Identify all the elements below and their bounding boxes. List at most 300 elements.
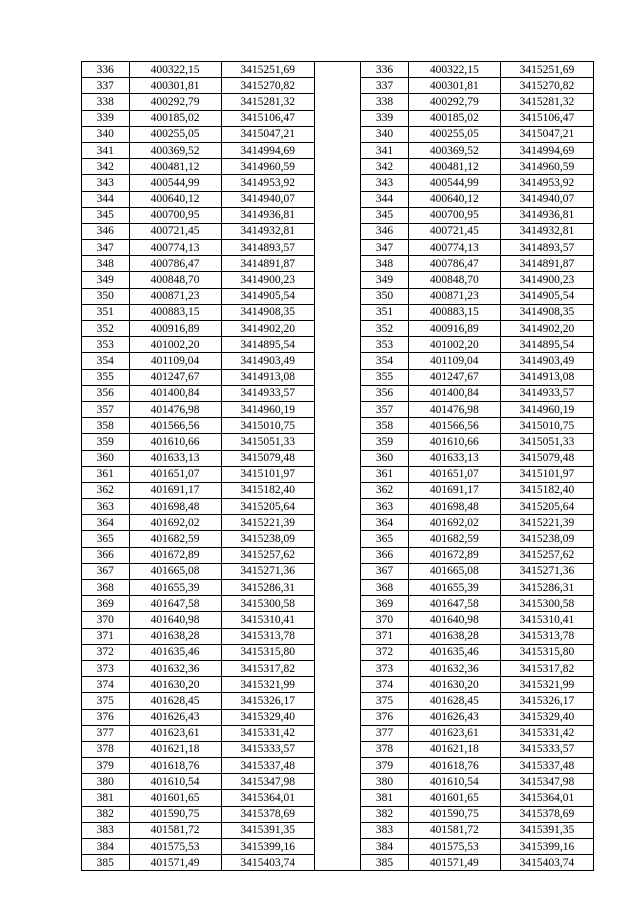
right-y-coordinate-cell: 3415331,42 — [500, 725, 593, 741]
left-y-coordinate-cell: 3415106,47 — [221, 110, 314, 126]
right-point-number-cell: 338 — [361, 94, 409, 110]
right-x-coordinate-cell: 400848,70 — [408, 272, 500, 288]
column-gap — [314, 385, 361, 401]
table-row — [82, 223, 594, 239]
table-row — [82, 596, 594, 612]
right-y-coordinate-cell: 3414960,19 — [500, 401, 593, 417]
left-x-coordinate-cell: 401628,45 — [129, 693, 221, 709]
right-y-coordinate-cell: 3415347,98 — [500, 774, 593, 790]
left-x-coordinate-cell: 401581,72 — [129, 822, 221, 838]
left-point-number-cell: 342 — [82, 159, 130, 175]
left-point-number-cell: 369 — [82, 596, 130, 612]
table-row — [82, 466, 594, 482]
right-point-number-cell: 373 — [361, 660, 409, 676]
left-x-coordinate-cell: 401571,49 — [129, 855, 221, 871]
right-point-number-cell: 382 — [361, 806, 409, 822]
right-x-coordinate-cell: 401601,65 — [408, 790, 500, 806]
table-row — [82, 531, 594, 547]
left-x-coordinate-cell: 401590,75 — [129, 806, 221, 822]
table-row — [82, 175, 594, 191]
left-point-number-cell: 360 — [82, 450, 130, 466]
table-row — [82, 790, 594, 806]
left-y-coordinate-cell: 3414932,81 — [221, 223, 314, 239]
column-gap — [314, 207, 361, 223]
right-point-number-cell: 358 — [361, 418, 409, 434]
left-y-coordinate-cell: 3415271,36 — [221, 563, 314, 579]
right-x-coordinate-cell: 400185,02 — [408, 110, 500, 126]
right-x-coordinate-cell: 400481,12 — [408, 159, 500, 175]
left-point-number-cell: 362 — [82, 482, 130, 498]
right-x-coordinate-cell: 401633,13 — [408, 450, 500, 466]
right-x-coordinate-cell: 401640,98 — [408, 612, 500, 628]
right-x-coordinate-cell: 401682,59 — [408, 531, 500, 547]
left-y-coordinate-cell: 3415315,80 — [221, 644, 314, 660]
right-y-coordinate-cell: 3415300,58 — [500, 596, 593, 612]
right-y-coordinate-cell: 3415182,40 — [500, 482, 593, 498]
right-point-number-cell: 379 — [361, 758, 409, 774]
left-point-number-cell: 357 — [82, 401, 130, 417]
left-y-coordinate-cell: 3414900,23 — [221, 272, 314, 288]
right-point-number-cell: 376 — [361, 709, 409, 725]
left-y-coordinate-cell: 3415378,69 — [221, 806, 314, 822]
left-y-coordinate-cell: 3415010,75 — [221, 418, 314, 434]
column-gap — [314, 450, 361, 466]
left-y-coordinate-cell: 3414994,69 — [221, 142, 314, 158]
right-y-coordinate-cell: 3414994,69 — [500, 142, 593, 158]
right-y-coordinate-cell: 3414953,92 — [500, 175, 593, 191]
table-row — [82, 725, 594, 741]
table-row — [82, 741, 594, 757]
right-point-number-cell: 369 — [361, 596, 409, 612]
left-y-coordinate-cell: 3415257,62 — [221, 547, 314, 563]
left-point-number-cell: 336 — [82, 62, 130, 78]
right-point-number-cell: 347 — [361, 240, 409, 256]
column-gap — [314, 304, 361, 320]
right-x-coordinate-cell: 401571,49 — [408, 855, 500, 871]
right-point-number-cell: 353 — [361, 337, 409, 353]
right-y-coordinate-cell: 3414900,23 — [500, 272, 593, 288]
table-row — [82, 855, 594, 871]
left-x-coordinate-cell: 401247,67 — [129, 369, 221, 385]
table-row — [82, 482, 594, 498]
left-x-coordinate-cell: 401109,04 — [129, 353, 221, 369]
right-x-coordinate-cell: 400700,95 — [408, 207, 500, 223]
left-point-number-cell: 341 — [82, 142, 130, 158]
left-x-coordinate-cell: 400255,05 — [129, 126, 221, 142]
column-gap — [314, 531, 361, 547]
left-y-coordinate-cell: 3415286,31 — [221, 580, 314, 596]
right-y-coordinate-cell: 3414903,49 — [500, 353, 593, 369]
right-y-coordinate-cell: 3415101,97 — [500, 466, 593, 482]
right-x-coordinate-cell: 400871,23 — [408, 288, 500, 304]
table-row — [82, 142, 594, 158]
table-row — [82, 207, 594, 223]
left-y-coordinate-cell: 3415221,39 — [221, 515, 314, 531]
left-x-coordinate-cell: 400301,81 — [129, 78, 221, 94]
right-point-number-cell: 356 — [361, 385, 409, 401]
left-point-number-cell: 358 — [82, 418, 130, 434]
table-row — [82, 321, 594, 337]
column-gap — [314, 774, 361, 790]
table-row — [82, 839, 594, 855]
left-x-coordinate-cell: 401002,20 — [129, 337, 221, 353]
left-y-coordinate-cell: 3415079,48 — [221, 450, 314, 466]
right-point-number-cell: 351 — [361, 304, 409, 320]
left-y-coordinate-cell: 3415051,33 — [221, 434, 314, 450]
left-x-coordinate-cell: 401630,20 — [129, 677, 221, 693]
left-y-coordinate-cell: 3415399,16 — [221, 839, 314, 855]
table-row — [82, 62, 594, 78]
right-point-number-cell: 343 — [361, 175, 409, 191]
right-x-coordinate-cell: 401581,72 — [408, 822, 500, 838]
right-y-coordinate-cell: 3414893,57 — [500, 240, 593, 256]
left-point-number-cell: 384 — [82, 839, 130, 855]
left-y-coordinate-cell: 3415347,98 — [221, 774, 314, 790]
right-y-coordinate-cell: 3415378,69 — [500, 806, 593, 822]
right-y-coordinate-cell: 3414932,81 — [500, 223, 593, 239]
right-x-coordinate-cell: 401692,02 — [408, 515, 500, 531]
left-y-coordinate-cell: 3414895,54 — [221, 337, 314, 353]
column-gap — [314, 369, 361, 385]
left-y-coordinate-cell: 3414891,87 — [221, 256, 314, 272]
table-row — [82, 806, 594, 822]
left-y-coordinate-cell: 3415321,99 — [221, 677, 314, 693]
table-row — [82, 353, 594, 369]
right-point-number-cell: 361 — [361, 466, 409, 482]
left-x-coordinate-cell: 401626,43 — [129, 709, 221, 725]
right-x-coordinate-cell: 401247,67 — [408, 369, 500, 385]
table-row — [82, 644, 594, 660]
table-row — [82, 580, 594, 596]
left-point-number-cell: 346 — [82, 223, 130, 239]
left-x-coordinate-cell: 401601,65 — [129, 790, 221, 806]
left-y-coordinate-cell: 3415270,82 — [221, 78, 314, 94]
right-y-coordinate-cell: 3414908,35 — [500, 304, 593, 320]
left-point-number-cell: 372 — [82, 644, 130, 660]
column-gap — [314, 62, 361, 78]
right-x-coordinate-cell: 401647,58 — [408, 596, 500, 612]
right-y-coordinate-cell: 3414960,59 — [500, 159, 593, 175]
right-x-coordinate-cell: 401672,89 — [408, 547, 500, 563]
right-x-coordinate-cell: 401655,39 — [408, 580, 500, 596]
column-gap — [314, 839, 361, 855]
right-point-number-cell: 383 — [361, 822, 409, 838]
left-point-number-cell: 356 — [82, 385, 130, 401]
column-gap — [314, 515, 361, 531]
left-point-number-cell: 379 — [82, 758, 130, 774]
left-x-coordinate-cell: 401566,56 — [129, 418, 221, 434]
left-y-coordinate-cell: 3415313,78 — [221, 628, 314, 644]
right-x-coordinate-cell: 400721,45 — [408, 223, 500, 239]
table-row — [82, 660, 594, 676]
right-x-coordinate-cell: 401651,07 — [408, 466, 500, 482]
table-row — [82, 272, 594, 288]
left-y-coordinate-cell: 3415101,97 — [221, 466, 314, 482]
table-row — [82, 191, 594, 207]
column-gap — [314, 256, 361, 272]
right-point-number-cell: 346 — [361, 223, 409, 239]
table-row — [82, 337, 594, 353]
right-point-number-cell: 339 — [361, 110, 409, 126]
table-row — [82, 774, 594, 790]
left-point-number-cell: 345 — [82, 207, 130, 223]
right-x-coordinate-cell: 401626,43 — [408, 709, 500, 725]
right-y-coordinate-cell: 3415321,99 — [500, 677, 593, 693]
table-row — [82, 78, 594, 94]
right-point-number-cell: 378 — [361, 741, 409, 757]
right-x-coordinate-cell: 401698,48 — [408, 499, 500, 515]
right-point-number-cell: 380 — [361, 774, 409, 790]
left-y-coordinate-cell: 3414903,49 — [221, 353, 314, 369]
right-point-number-cell: 370 — [361, 612, 409, 628]
left-point-number-cell: 344 — [82, 191, 130, 207]
left-x-coordinate-cell: 401651,07 — [129, 466, 221, 482]
left-x-coordinate-cell: 401610,54 — [129, 774, 221, 790]
column-gap — [314, 596, 361, 612]
left-point-number-cell: 385 — [82, 855, 130, 871]
left-y-coordinate-cell: 3415300,58 — [221, 596, 314, 612]
left-x-coordinate-cell: 400322,15 — [129, 62, 221, 78]
right-y-coordinate-cell: 3415079,48 — [500, 450, 593, 466]
right-point-number-cell: 344 — [361, 191, 409, 207]
right-y-coordinate-cell: 3415310,41 — [500, 612, 593, 628]
column-gap — [314, 563, 361, 579]
left-x-coordinate-cell: 401618,76 — [129, 758, 221, 774]
column-gap — [314, 401, 361, 417]
right-y-coordinate-cell: 3414891,87 — [500, 256, 593, 272]
left-y-coordinate-cell: 3414913,08 — [221, 369, 314, 385]
left-x-coordinate-cell: 401575,53 — [129, 839, 221, 855]
left-point-number-cell: 348 — [82, 256, 130, 272]
column-gap — [314, 434, 361, 450]
right-x-coordinate-cell: 400369,52 — [408, 142, 500, 158]
right-x-coordinate-cell: 400301,81 — [408, 78, 500, 94]
right-point-number-cell: 349 — [361, 272, 409, 288]
left-point-number-cell: 382 — [82, 806, 130, 822]
left-point-number-cell: 370 — [82, 612, 130, 628]
right-point-number-cell: 355 — [361, 369, 409, 385]
left-x-coordinate-cell: 400786,47 — [129, 256, 221, 272]
right-point-number-cell: 342 — [361, 159, 409, 175]
right-y-coordinate-cell: 3415364,01 — [500, 790, 593, 806]
left-y-coordinate-cell: 3415281,32 — [221, 94, 314, 110]
right-y-coordinate-cell: 3415281,32 — [500, 94, 593, 110]
column-gap — [314, 709, 361, 725]
table-row — [82, 693, 594, 709]
right-y-coordinate-cell: 3415313,78 — [500, 628, 593, 644]
left-y-coordinate-cell: 3414953,92 — [221, 175, 314, 191]
table-row — [82, 499, 594, 515]
column-gap — [314, 159, 361, 175]
right-x-coordinate-cell: 401623,61 — [408, 725, 500, 741]
left-y-coordinate-cell: 3414933,57 — [221, 385, 314, 401]
right-x-coordinate-cell: 401575,53 — [408, 839, 500, 855]
right-point-number-cell: 359 — [361, 434, 409, 450]
right-point-number-cell: 357 — [361, 401, 409, 417]
right-x-coordinate-cell: 401476,98 — [408, 401, 500, 417]
right-point-number-cell: 336 — [361, 62, 409, 78]
right-x-coordinate-cell: 400292,79 — [408, 94, 500, 110]
left-x-coordinate-cell: 401691,17 — [129, 482, 221, 498]
left-x-coordinate-cell: 401400,84 — [129, 385, 221, 401]
left-x-coordinate-cell: 400544,99 — [129, 175, 221, 191]
table-row — [82, 369, 594, 385]
column-gap — [314, 822, 361, 838]
right-point-number-cell: 365 — [361, 531, 409, 547]
left-y-coordinate-cell: 3415182,40 — [221, 482, 314, 498]
left-y-coordinate-cell: 3415251,69 — [221, 62, 314, 78]
right-x-coordinate-cell: 401610,54 — [408, 774, 500, 790]
right-y-coordinate-cell: 3415315,80 — [500, 644, 593, 660]
right-point-number-cell: 350 — [361, 288, 409, 304]
column-gap — [314, 790, 361, 806]
column-gap — [314, 580, 361, 596]
left-y-coordinate-cell: 3414902,20 — [221, 321, 314, 337]
right-point-number-cell: 384 — [361, 839, 409, 855]
left-point-number-cell: 378 — [82, 741, 130, 757]
right-y-coordinate-cell: 3415251,69 — [500, 62, 593, 78]
left-x-coordinate-cell: 400871,23 — [129, 288, 221, 304]
column-gap — [314, 272, 361, 288]
left-point-number-cell: 343 — [82, 175, 130, 191]
left-x-coordinate-cell: 400916,89 — [129, 321, 221, 337]
table-row — [82, 288, 594, 304]
left-x-coordinate-cell: 401476,98 — [129, 401, 221, 417]
right-x-coordinate-cell: 401638,28 — [408, 628, 500, 644]
right-point-number-cell: 345 — [361, 207, 409, 223]
left-point-number-cell: 337 — [82, 78, 130, 94]
left-point-number-cell: 368 — [82, 580, 130, 596]
left-point-number-cell: 338 — [82, 94, 130, 110]
column-gap — [314, 337, 361, 353]
left-y-coordinate-cell: 3414940,07 — [221, 191, 314, 207]
table-row — [82, 563, 594, 579]
column-gap — [314, 223, 361, 239]
table-row — [82, 126, 594, 142]
left-point-number-cell: 381 — [82, 790, 130, 806]
left-x-coordinate-cell: 401638,28 — [129, 628, 221, 644]
left-point-number-cell: 352 — [82, 321, 130, 337]
column-gap — [314, 628, 361, 644]
left-point-number-cell: 376 — [82, 709, 130, 725]
column-gap — [314, 612, 361, 628]
left-x-coordinate-cell: 401640,98 — [129, 612, 221, 628]
right-x-coordinate-cell: 400916,89 — [408, 321, 500, 337]
left-x-coordinate-cell: 401633,13 — [129, 450, 221, 466]
left-y-coordinate-cell: 3414905,54 — [221, 288, 314, 304]
right-y-coordinate-cell: 3415257,62 — [500, 547, 593, 563]
table-row — [82, 110, 594, 126]
column-gap — [314, 758, 361, 774]
column-gap — [314, 240, 361, 256]
left-point-number-cell: 367 — [82, 563, 130, 579]
table-row — [82, 709, 594, 725]
left-point-number-cell: 350 — [82, 288, 130, 304]
left-point-number-cell: 347 — [82, 240, 130, 256]
table-row — [82, 240, 594, 256]
left-x-coordinate-cell: 401655,39 — [129, 580, 221, 596]
right-y-coordinate-cell: 3415326,17 — [500, 693, 593, 709]
column-gap — [314, 644, 361, 660]
left-y-coordinate-cell: 3415337,48 — [221, 758, 314, 774]
right-point-number-cell: 374 — [361, 677, 409, 693]
right-x-coordinate-cell: 401665,08 — [408, 563, 500, 579]
right-point-number-cell: 363 — [361, 499, 409, 515]
column-gap — [314, 693, 361, 709]
left-point-number-cell: 340 — [82, 126, 130, 142]
right-y-coordinate-cell: 3415329,40 — [500, 709, 593, 725]
right-x-coordinate-cell: 401618,76 — [408, 758, 500, 774]
right-point-number-cell: 377 — [361, 725, 409, 741]
left-y-coordinate-cell: 3415238,09 — [221, 531, 314, 547]
table-row — [82, 758, 594, 774]
column-gap — [314, 660, 361, 676]
table-row — [82, 612, 594, 628]
left-point-number-cell: 353 — [82, 337, 130, 353]
left-point-number-cell: 354 — [82, 353, 130, 369]
right-point-number-cell: 352 — [361, 321, 409, 337]
right-point-number-cell: 341 — [361, 142, 409, 158]
left-x-coordinate-cell: 400481,12 — [129, 159, 221, 175]
right-point-number-cell: 362 — [361, 482, 409, 498]
table-row — [82, 450, 594, 466]
column-gap — [314, 499, 361, 515]
right-point-number-cell: 360 — [361, 450, 409, 466]
table-row — [82, 159, 594, 175]
left-y-coordinate-cell: 3415331,42 — [221, 725, 314, 741]
column-gap — [314, 321, 361, 337]
coordinates-table — [81, 61, 594, 871]
left-x-coordinate-cell: 400700,95 — [129, 207, 221, 223]
right-point-number-cell: 366 — [361, 547, 409, 563]
left-x-coordinate-cell: 400292,79 — [129, 94, 221, 110]
right-y-coordinate-cell: 3414902,20 — [500, 321, 593, 337]
table-row — [82, 677, 594, 693]
left-y-coordinate-cell: 3415391,35 — [221, 822, 314, 838]
left-x-coordinate-cell: 401610,66 — [129, 434, 221, 450]
right-x-coordinate-cell: 400786,47 — [408, 256, 500, 272]
column-gap — [314, 806, 361, 822]
left-x-coordinate-cell: 401647,58 — [129, 596, 221, 612]
left-y-coordinate-cell: 3415047,21 — [221, 126, 314, 142]
right-y-coordinate-cell: 3414913,08 — [500, 369, 593, 385]
table-row — [82, 547, 594, 563]
right-point-number-cell: 381 — [361, 790, 409, 806]
column-gap — [314, 353, 361, 369]
right-x-coordinate-cell: 401628,45 — [408, 693, 500, 709]
right-x-coordinate-cell: 401400,84 — [408, 385, 500, 401]
left-x-coordinate-cell: 400774,13 — [129, 240, 221, 256]
left-point-number-cell: 339 — [82, 110, 130, 126]
table-row — [82, 434, 594, 450]
column-gap — [314, 142, 361, 158]
right-y-coordinate-cell: 3415333,57 — [500, 741, 593, 757]
column-gap — [314, 741, 361, 757]
left-point-number-cell: 375 — [82, 693, 130, 709]
left-x-coordinate-cell: 400369,52 — [129, 142, 221, 158]
left-point-number-cell: 349 — [82, 272, 130, 288]
left-x-coordinate-cell: 400640,12 — [129, 191, 221, 207]
right-y-coordinate-cell: 3415337,48 — [500, 758, 593, 774]
right-y-coordinate-cell: 3415403,74 — [500, 855, 593, 871]
table-row — [82, 94, 594, 110]
left-y-coordinate-cell: 3415310,41 — [221, 612, 314, 628]
left-x-coordinate-cell: 401621,18 — [129, 741, 221, 757]
right-y-coordinate-cell: 3414905,54 — [500, 288, 593, 304]
table-row — [82, 304, 594, 320]
coordinates-table-body — [82, 62, 594, 871]
left-point-number-cell: 383 — [82, 822, 130, 838]
